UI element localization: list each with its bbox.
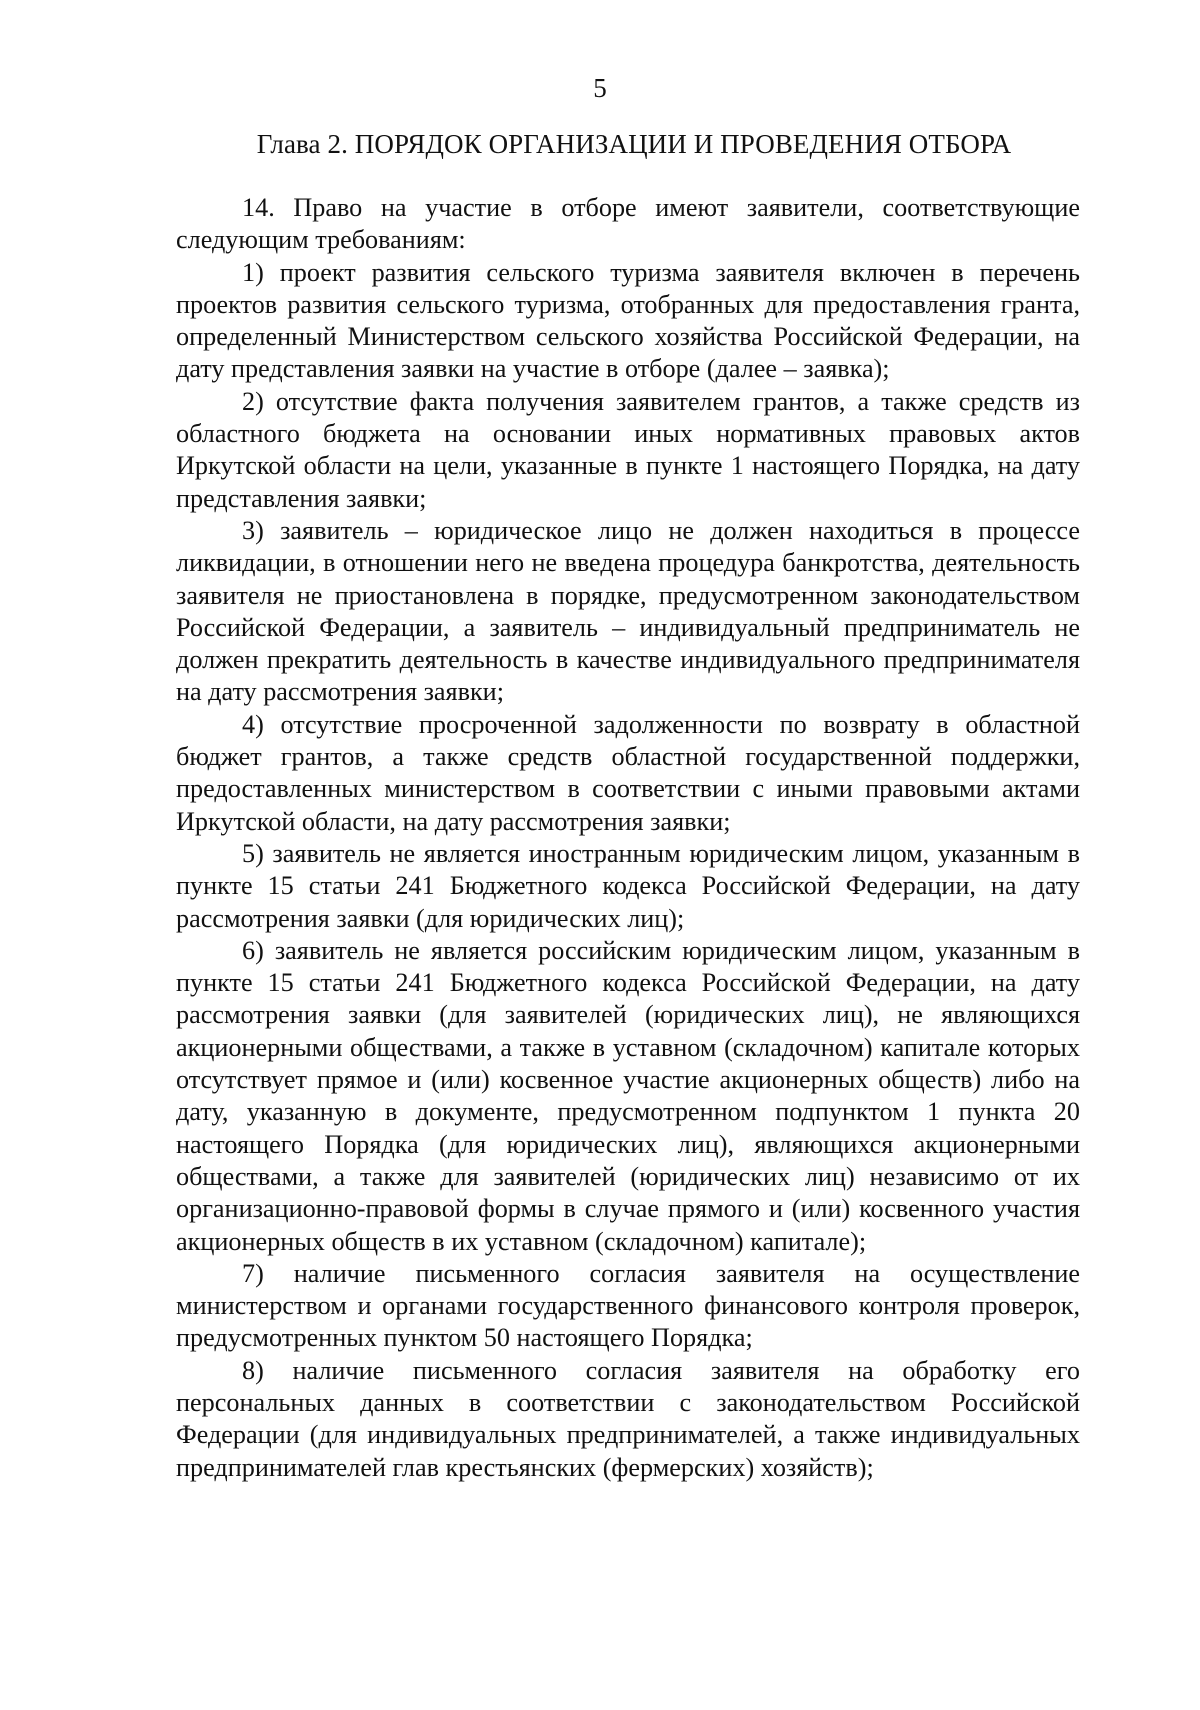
paragraph-14-intro: 14. Право на участие в отборе имеют заявители, соответствующие следующим требованиям: (176, 193, 1080, 255)
paragraph-requirement-8: 8) наличие письменного согласия заявителя на обработку его персональных данных в соответствии с законодательством Российской Федерации (для индивидуальных предпринимателей, а также индивидуальных предпринимателей глав крестьянских (фермерских) хозяйств); (176, 1355, 1080, 1482)
page-number: 5 (593, 73, 607, 103)
document-body (176, 192, 1080, 1484)
paragraph-requirement-7: 7) наличие письменного согласия заявителя на осуществление министерством и органами государственного финансового контроля проверок, предусмотренных пунктом 50 настоящего Порядка; (176, 1258, 1080, 1353)
paragraph-requirement-6: 6) заявитель не является российским юридическим лицом, указанным в пункте 15 статьи 241 Бюджетного кодекса Российской Федерации, на дату рассмотрения заявки (для заявителей (юридических лиц), не являющихся акционерными обществами, а также в уставном (складочном) капитале которых отсутствует прямое и (или) косвенное участие акционерных обществ) либо на дату, указанную в документе, предусмотренном подпунктом 1 пункта 20 настоящего Порядка (для юридических лиц), являющихся акционерными обществами, а также для заявителей (юридических лиц) независимо от их организационно-правовой формы в случае прямого и (или) косвенного участия акционерных обществ в их уставном (складочном) капитале); (176, 935, 1080, 1256)
chapter-title: Глава 2. ПОРЯДОК ОРГАНИЗАЦИИ И ПРОВЕДЕНИЯ ОТБОРА (256, 129, 1012, 159)
paragraph-requirement-5: 5) заявитель не является иностранным юридическим лицом, указанным в пункте 15 статьи 241 Бюджетного кодекса Российской Федерации, на дату рассмотрения заявки (для юридических лиц); (176, 838, 1080, 933)
paragraph-requirement-4: 4) отсутствие просроченной задолженности по возврату в областной бюджет грантов, а также средств областной государственной поддержки, предоставленных министерством в соответствии с иными правовыми актами Иркутской области, на дату рассмотрения заявки; (176, 709, 1080, 836)
paragraph-requirement-3: 3) заявитель – юридическое лицо не должен находиться в процессе ликвидации, в отношении него не введена процедура банкротства, деятельность заявителя не приостановлена в порядке, предусмотренном законодательством Российской Федерации, а заявитель – индивидуальный предприниматель не должен прекратить деятельность в качестве индивидуального предпринимателя на дату рассмотрения заявки; (176, 515, 1080, 707)
paragraph-requirement-2: 2) отсутствие факта получения заявителем грантов, а также средств из областного бюджета на основании иных нормативных правовых актов Иркутской области на цели, указанные в пункте 1 настоящего Порядка, на дату представления заявки; (176, 386, 1080, 513)
paragraph-requirement-1: 1) проект развития сельского туризма заявителя включен в перечень проектов развития сельского туризма, отобранных для предоставления гранта, определенный Министерством сельского хозяйства Российской Федерации, на дату представления заявки на участие в отборе (далее – заявка); (176, 257, 1080, 384)
